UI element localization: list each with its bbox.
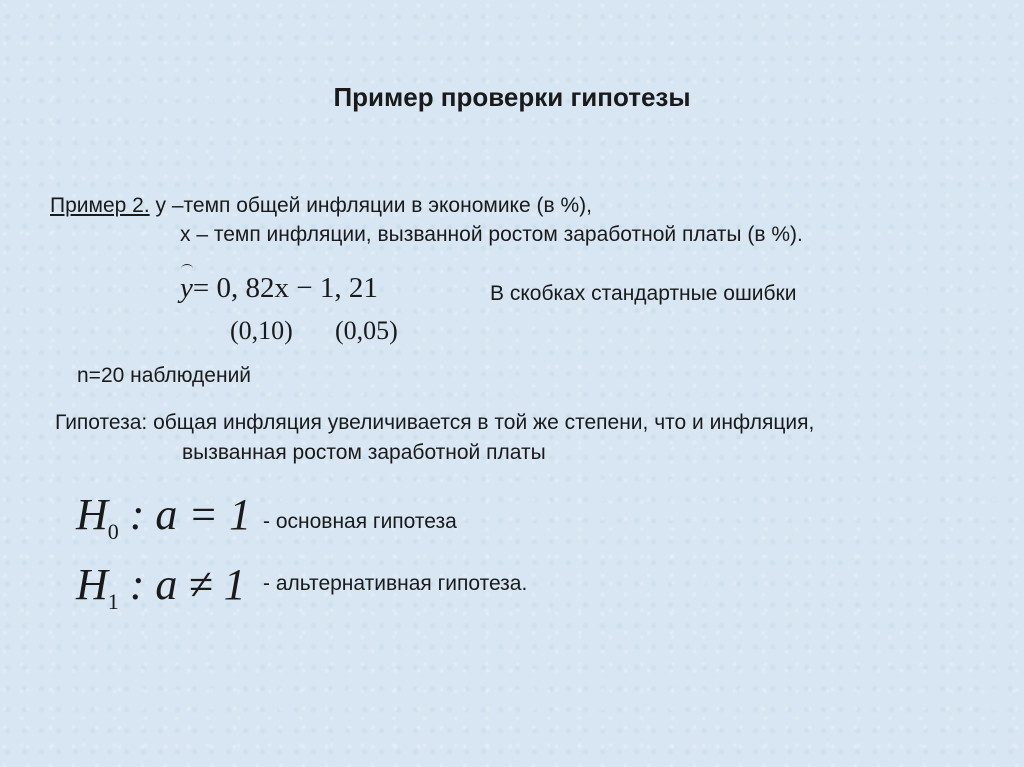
y-hat: y: [180, 272, 193, 304]
h1-index: 1: [107, 589, 119, 614]
std-error-b: (0,05): [335, 316, 398, 345]
h1-expression: : a ≠ 1: [118, 560, 246, 609]
example-line-1: [50, 194, 592, 218]
regression-equation: [180, 272, 378, 305]
h0-description: - основная гипотеза: [263, 510, 457, 533]
h0-symbol: H: [76, 490, 108, 539]
std-error-a: (0,10): [230, 316, 293, 345]
equation-rhs: = 0, 82x − 1, 21: [192, 272, 378, 304]
h0-formula: [76, 489, 251, 545]
x-definition: х – темп инфляции, вызванной ростом заработной платы (в %).: [180, 223, 803, 246]
slide-title: Пример проверки гипотезы: [333, 82, 691, 112]
h1-symbol: H: [76, 560, 108, 609]
y-definition: у –темп общей инфляции в экономике (в %),: [149, 194, 592, 217]
h0-index: 0: [107, 519, 119, 544]
h1-description: - альтернативная гипотеза.: [263, 572, 528, 595]
h0-expression: : a = 1: [118, 490, 252, 539]
brackets-note: В скобках стандартные ошибки: [490, 282, 797, 305]
hypothesis-line-1: Гипотеза: общая инфляция увеличивается в той же степени, что и инфляция,: [55, 411, 815, 434]
observations: n=20 наблюдений: [77, 364, 252, 387]
example-label: Пример 2.: [50, 194, 150, 217]
h1-formula: [76, 559, 246, 615]
hypothesis-line-2: вызванная ростом заработной платы: [182, 441, 546, 464]
